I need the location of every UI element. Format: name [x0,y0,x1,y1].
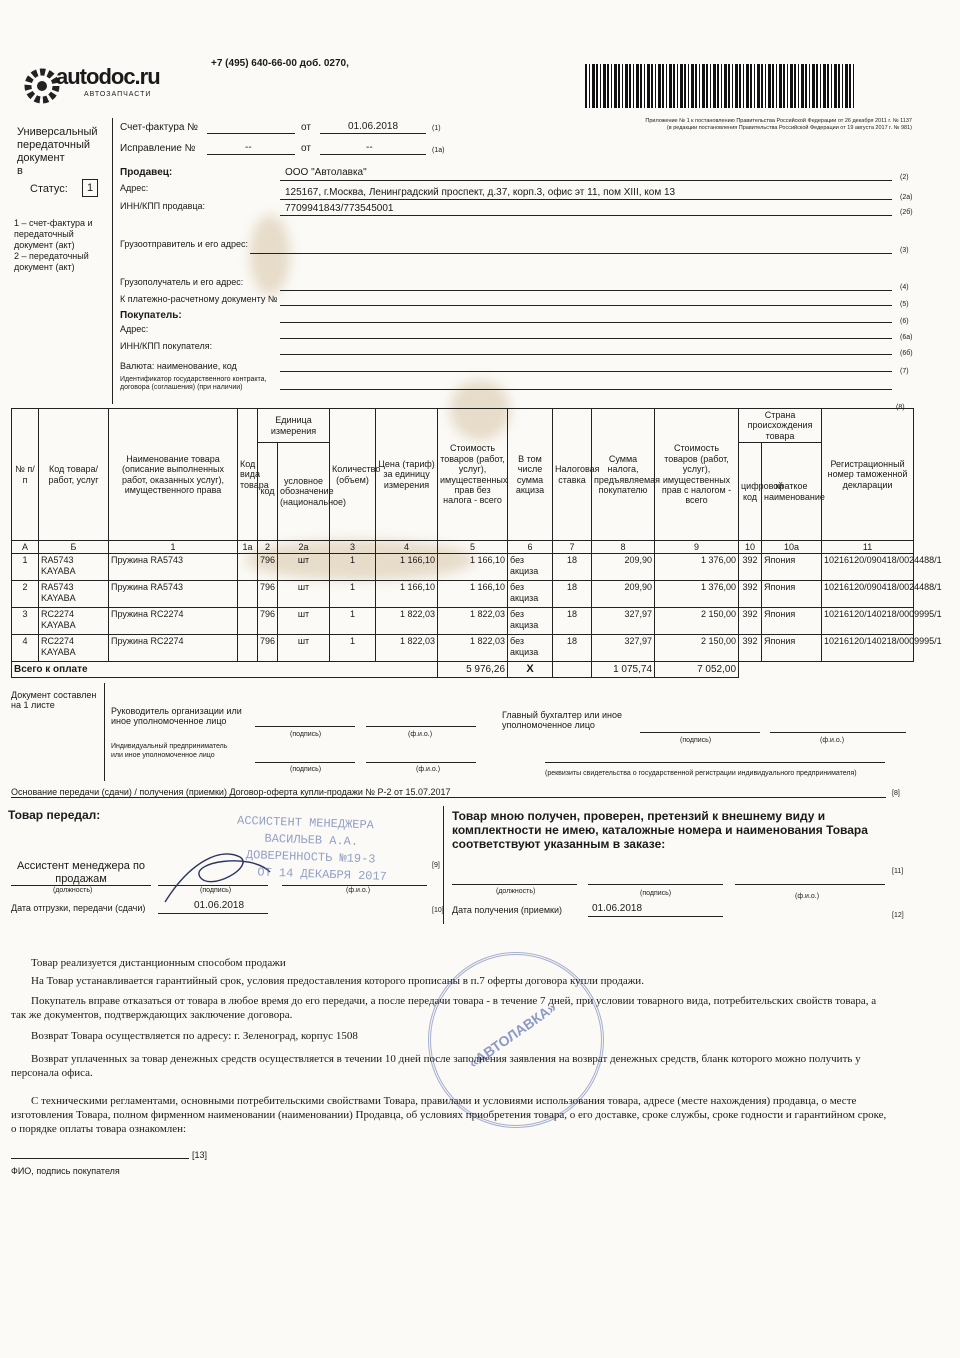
term-item: С техническими регламентами, основными потребительскими свойствами Товара, правилами и условиями использования товара, адресе (месте нахождения) продавца, о месте изготовления Товара, полном фирменном наименовании (наименовании) Продавца, об условиях приобретения товара, о его доставке, сроке службы, сроке годности и гарантийном сроке, о порядке оплаты товара ознакомлен: [11,1095,887,1135]
sign-line [770,732,906,733]
transfer-position: Ассистент менеджера по продажам [16,860,146,885]
cell-ccode: 392 [739,635,762,662]
cell-unit_code: 796 [258,554,278,581]
term-item: Возврат уплаченных за товар денежных средств осуществляется в течении 10 дней после заполнения заявления на возврат денежных средств, бланк которого можно получить у персонала офиса. [11,1053,861,1079]
code: (6а) [900,334,913,341]
cell-tax: 327,97 [592,635,655,662]
cell-cost: 1 166,10 [438,554,508,581]
column-index: 10 [739,541,762,554]
cell-total: 1 376,00 [655,554,739,581]
cell-qty: 1 [330,581,376,608]
buyer-line [280,338,892,339]
position-line [11,885,151,886]
column-index: 1а [238,541,258,554]
cell-ccode: 392 [739,608,762,635]
total-tax: 1 075,74 [592,662,655,678]
fio-caption: (ф.и.о.) [346,887,371,894]
column-index: 7 [553,541,592,554]
requisites-caption: (реквизиты свидетельства о государственной регистрации индивидуального предпринимателя) [545,770,857,777]
code: (2б) [900,209,913,216]
status-value: 1 [82,179,98,197]
appendix-note [620,118,912,132]
cell-decl: 10216120/090418/0024488/1 [822,581,914,608]
code: (2а) [900,194,913,201]
correction-label: Исправление № [120,143,196,154]
payment-doc-label: К платежно-расчетному документу № [120,294,278,304]
th-n: № п/п [12,409,39,541]
sign-caption: (подпись) [290,766,322,773]
th-country-name: краткое наименование [762,443,822,541]
cell-price: 1 166,10 [376,554,438,581]
status-label: Статус: [30,183,68,195]
cell-unit: шт [278,581,330,608]
code: [10] [432,907,444,914]
cell-unit: шт [278,554,330,581]
code: (7) [900,368,909,375]
th-tax: Сумма налога, предъявляемая покупателю [592,409,655,541]
column-index: 4 [376,541,438,554]
cell-price: 1 822,03 [376,635,438,662]
doc-title [17,126,98,178]
cell-decl: 10216120/140218/0009995/1 [822,608,914,635]
buyer-inn-label: ИНН/КПП покупателя: [120,341,213,351]
position-caption: (должность) [53,887,93,894]
head-label: Руководитель организации или иное уполномоченное лицо [111,706,242,726]
shipper-line [250,253,892,254]
code: (1) [432,125,441,132]
term-item: На Товар устанавливается гарантийный срок, условия предоставления которого прописаны в п.7 оферты договора купли продажи. [31,975,644,987]
composed-note: Документ составлен на 1 листе [11,690,97,710]
terms-block [11,956,891,1136]
code: (4) [900,284,909,291]
cell-kind [238,608,258,635]
th-name: Наименование товара (описание выполненных работ, оказанных услуг), имущественного права [109,409,238,541]
status-note: 1 – счет-фактура и передаточный документ (акт) [14,218,93,250]
receive-date: 01.06.2018 [592,903,643,914]
cell-total: 2 150,00 [655,608,739,635]
cell-name: Пружина RA5743 [109,554,238,581]
cell-name: Пружина RA5743 [109,581,238,608]
entrepreneur-label: Индивидуальный предприниматель или иное уполномоченное лицо [111,743,228,759]
cell-qty: 1 [330,554,376,581]
sign-caption: (подпись) [290,731,322,738]
seller-address-label: Адрес: [120,183,149,193]
term-item: Покупатель вправе отказаться от товара в любое время до его передачи, а после передачи товара - в течение 7 дней, при условии товарного вида, потребительских свойств товара, а так же документов, подтверждающих заключение договора. [11,995,877,1021]
fio-line [735,884,885,885]
accountant-label: Главный бухгалтер или иное уполномоченное лицо [502,710,623,730]
code: (2) [900,174,909,181]
invoice-from: от [301,122,311,133]
cell-rate: 18 [553,635,592,662]
stain [250,215,290,295]
code: (6б) [900,350,913,357]
column-index: 10а [762,541,822,554]
th-code: Код товара/ работ, услуг [39,409,109,541]
status-note: 2 – передаточный документ (акт) [14,251,89,272]
column-index: 1 [109,541,238,554]
cell-cname: Япония [762,635,822,662]
position-line [452,884,577,885]
sign-line [255,762,355,763]
total-empty [739,662,914,678]
code: [11] [892,868,904,875]
cell-excise: без акциза [508,554,553,581]
seller-inn: 7709941843/773545001 [285,203,394,214]
column-index: 6 [508,541,553,554]
th-unit: Единица измерения [258,409,330,443]
th-qty: Количество (объем) [330,409,376,541]
logo-subtitle: АВТОЗАПЧАСТИ [84,91,152,98]
th-country: Страна происхождения товара [739,409,822,443]
cell-unit_code: 796 [258,635,278,662]
manager-stamp [235,813,433,896]
cell-price: 1 822,03 [376,608,438,635]
code: (1а) [432,147,445,154]
sign-caption: (подпись) [200,887,232,894]
cell-tax: 209,90 [592,554,655,581]
correction-date-line [320,154,426,155]
round-stamp-text: «АВТОЛАВКА» [465,998,560,1072]
cell-total: 1 376,00 [655,581,739,608]
th-total: Стоимость товаров (работ, услуг), имущественных прав с налогом - всего [655,409,739,541]
cell-tax: 327,97 [592,608,655,635]
sign-caption: (подпись) [680,737,712,744]
term-item: Возврат Товара осуществляется по адресу: г. Зеленоград, корпус 1508 [31,1030,358,1042]
total-sum: 7 052,00 [655,662,739,678]
cell-excise: без акциза [508,635,553,662]
cell-unit_code: 796 [258,581,278,608]
cell-n: 2 [12,581,39,608]
seller-inn-label: ИНН/КПП продавца: [120,201,206,211]
cell-price: 1 166,10 [376,581,438,608]
sign-line [255,726,355,727]
cell-name: Пружина RC2274 [109,608,238,635]
stamp-line: ВАСИЛЬЕВ А.А. [264,831,359,849]
total-blank [553,662,592,678]
cell-decl: 10216120/090418/0024488/1 [822,554,914,581]
cell-excise: без акциза [508,581,553,608]
code: [8] [892,790,900,797]
code: [9] [432,862,440,869]
seller-line [280,180,892,181]
cell-ccode: 392 [739,581,762,608]
cell-ccode: 392 [739,554,762,581]
gov-contract-label: Идентификатор государственного контракта, договора (соглашения) (при наличии) [120,376,267,391]
cell-unit: шт [278,635,330,662]
column-index: 8 [592,541,655,554]
fio-caption: (ф.и.о.) [820,737,845,744]
buyer-sign-line [11,1158,189,1159]
code: [13] [192,1150,208,1160]
buyer-sign-caption: ФИО, подпись покупателя [11,1166,120,1176]
cell-qty: 1 [330,608,376,635]
appendix-line-2: (в редакции постановления Правительства Российской Федерации от 19 августа 2017 г. № 981) [666,125,912,131]
term-item: Товар реализуется дистанционным способом продажи [31,957,286,969]
th-unit-name: условное обозначение (национальное) [278,443,330,541]
cell-total: 2 150,00 [655,635,739,662]
cell-rate: 18 [553,554,592,581]
th-unit-code: код [258,443,278,541]
title-line: документ [17,152,65,164]
cell-cost: 1 822,03 [438,608,508,635]
status-notes [14,218,112,273]
code: (3) [900,247,909,254]
cell-cost: 1 822,03 [438,635,508,662]
th-cost: Стоимость товаров (работ, услуг), имущественных прав без налога - всего [438,409,508,541]
correction-line [207,154,295,155]
column-index: 3 [330,541,376,554]
appendix-line: Приложение № 1 к постановлению Правительства Российской Федерации от 26 декабря 2011 г. № 1137 [645,118,912,124]
column-index: А [12,541,39,554]
cell-rate: 18 [553,608,592,635]
basis-text: Основание передачи (сдачи) / получения (приемки) Договор-оферта купли-продажи № Р-2 от 15.07.2017 [11,787,451,797]
correction-from: от [301,143,311,154]
cell-code: RA5743 KAYABA [39,581,109,608]
column-index: 2 [258,541,278,554]
table-row [12,581,914,608]
date-line [588,916,723,917]
buyer-line [280,322,892,323]
sign-line [366,726,476,727]
cell-kind [238,581,258,608]
invoice-number-line [207,133,295,134]
sign-line [640,732,760,733]
receive-label: Товар мною получен, проверен, претензий к внешнему виду и комплектности не имею, каталожные номера и наименования Товара соответствуют указанным в заказе: [452,809,868,851]
date-line [158,913,268,914]
code: (6) [900,318,909,325]
sign-line [588,884,723,885]
th-rate: Налоговая ставка [553,409,592,541]
divider [112,118,113,404]
divider [104,683,105,781]
column-index: Б [39,541,109,554]
column-index: 9 [655,541,739,554]
th-decl: Регистрационный номер таможенной декларации [822,409,914,541]
table-row [12,608,914,635]
phone: +7 (495) 640-66-00 доб. 0270, [211,58,349,69]
sign-line [366,762,476,763]
seller-line [280,215,892,216]
table-row [12,635,914,662]
cell-cname: Япония [762,581,822,608]
title-line: в [17,165,23,177]
cell-kind [238,635,258,662]
gov-line [280,389,892,390]
transfer-label: Товар передал: [8,808,101,822]
th-excise: В том числе сумма акциза [508,409,553,541]
cell-rate: 18 [553,581,592,608]
logo-text: autodoc.ru [56,64,160,89]
code: (8) [896,404,905,411]
barcode [585,64,855,108]
invoice-label: Счет-фактура № [120,122,198,133]
cell-cname: Япония [762,554,822,581]
cell-excise: без акциза [508,608,553,635]
payment-line [280,305,892,306]
consignee-label: Грузополучатель и его адрес: [120,277,244,287]
fio-caption: (ф.и.о.) [416,766,441,773]
column-index: 11 [822,541,914,554]
invoice-date-line [320,133,426,134]
fio-caption: (ф.и.о.) [795,893,820,900]
cell-code: RC2274 KAYABA [39,608,109,635]
cell-n: 3 [12,608,39,635]
sign-line [545,762,885,763]
buyer-label: Покупатель: [120,310,182,321]
stamp-line: ОТ 14 ДЕКАБРЯ 2017 [257,865,388,884]
th-price: Цена (тариф) за единицу измерения [376,409,438,541]
cell-tax: 209,90 [592,581,655,608]
cell-unit: шт [278,608,330,635]
code: [12] [892,912,904,919]
total-cost: 5 976,26 [438,662,508,678]
basis-line [11,797,886,798]
currency-line [280,371,892,372]
code: (5) [900,301,909,308]
fio-caption: (ф.и.о.) [408,731,433,738]
seller-name: ООО "Автолавка" [285,167,367,178]
seller-label: Продавец: [120,167,173,178]
seller-address: 125167, г.Москва, Ленинградский проспект, д.37, корп.3, офис эт 11, пом XIII, ком 13 [285,187,676,198]
position-caption: (должность) [496,888,536,895]
title-line: Универсальный [17,126,98,138]
cell-qty: 1 [330,635,376,662]
buyer-address-label: Адрес: [120,324,149,334]
cell-code: RC2274 KAYABA [39,635,109,662]
cell-cost: 1 166,10 [438,581,508,608]
table-row [12,554,914,581]
correction-number: -- [245,142,252,153]
shipper-label: Грузоотправитель и его адрес: [120,239,248,249]
column-index: 5 [438,541,508,554]
shipment-date: 01.06.2018 [194,900,245,911]
stamp-line: ДОВЕРЕННОСТЬ №19-3 [245,847,376,867]
buyer-line [280,354,892,355]
shipment-date-label: Дата отгрузки, передачи (сдачи) [11,903,146,913]
column-index: 2а [278,541,330,554]
cell-unit_code: 796 [258,608,278,635]
cell-name: Пружина RC2274 [109,635,238,662]
title-line: передаточный [17,139,91,151]
total-excise: Х [508,662,553,678]
th-country-code: цифровой код [739,443,762,541]
logo [22,62,172,110]
invoice-date: 01.06.2018 [348,121,399,132]
cell-code: RA5743 KAYABA [39,554,109,581]
correction-date: -- [366,142,373,153]
receive-date-label: Дата получения (приемки) [452,905,562,915]
cell-kind [238,554,258,581]
th-kind: Код вида товара [238,409,258,541]
currency-label: Валюта: наименование, код [120,361,237,371]
sign-caption: (подпись) [640,890,672,897]
items-table [11,408,942,678]
cell-n: 4 [12,635,39,662]
cell-decl: 10216120/140218/0009995/1 [822,635,914,662]
cell-cname: Япония [762,608,822,635]
seller-line [280,199,892,200]
stamp-line: АССИСТЕНТ МЕНЕДЖЕРА [236,813,375,833]
cell-n: 1 [12,554,39,581]
consignee-line [280,290,892,291]
total-label: Всего к оплате [12,662,438,678]
